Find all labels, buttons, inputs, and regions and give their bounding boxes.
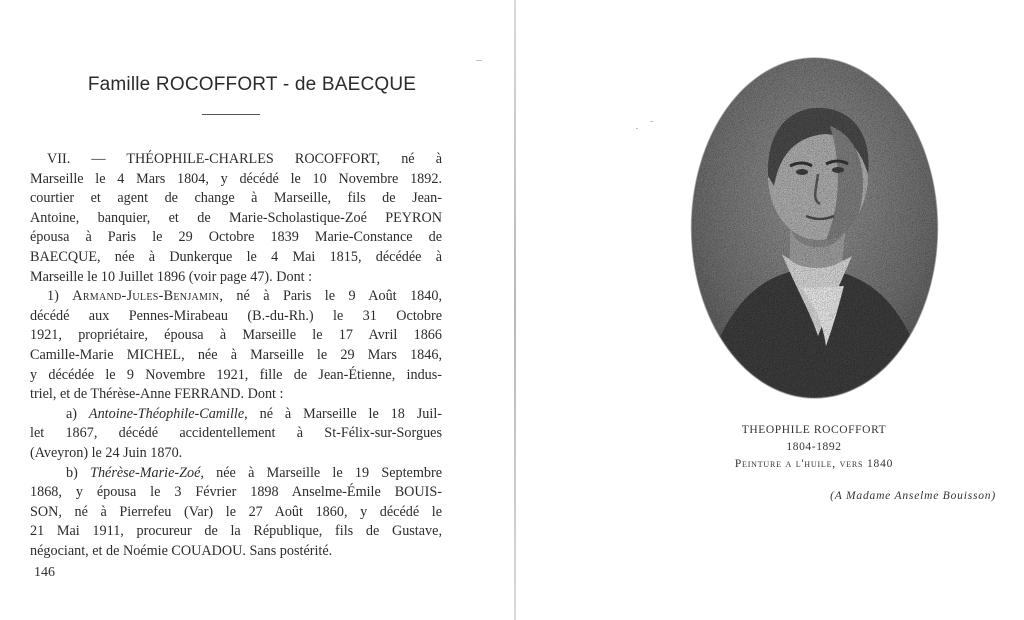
text-line: épousa à Paris le 29 Octobre 1839 Marie-Constance de: [30, 229, 442, 246]
text-fragment: , né à Marseille le 18 Juil-: [244, 405, 442, 422]
scan-speck: [650, 121, 653, 122]
text-line: négociant, et de Noémie COUADOU. Sans postérité.: [30, 542, 333, 559]
text-line: VII. — THÉOPHILE-CHARLES ROCOFFORT, né à: [47, 151, 442, 167]
text-line: BAECQUE, née à Dunkerque le 4 Mai 1815, décédée à: [30, 248, 442, 265]
child-entry-1: [30, 287, 442, 405]
portrait-caption: [664, 422, 964, 473]
caption-name: THEOPHILE ROCOFFORT: [741, 424, 887, 436]
entry-prefix: a): [66, 405, 89, 422]
title-rule: [202, 114, 260, 115]
text-fragment: , née à Marseille le 19 Septembre: [200, 464, 442, 481]
text-line: Marseille le 10 Juillet 1896 (voir page 47). Dont :: [30, 268, 313, 285]
genealogy-text: [30, 150, 442, 561]
dedication-note: (A Madame Anselme Bouisson): [830, 490, 996, 502]
child-name: Antoine-Théophile-Camille: [88, 405, 245, 422]
text-line: 1921, propriétaire, épousa à Marseille le 17 Avril 1866: [30, 327, 442, 344]
text-line: décédé aux Pennes-Mirabeau (B.-du-Rh.) le 31 Octobre: [30, 307, 442, 324]
scan-speck: [636, 128, 638, 129]
page-number: 146: [34, 565, 55, 580]
text-line: SON, né à Pierrefeu (Var) le 27 Août 1860, y décédé le: [30, 503, 442, 520]
text-line: [30, 287, 442, 307]
text-line: Antoine, banquier, et de Marie-Scholastique-Zoé PEYRON: [30, 209, 442, 226]
text-line: 1868, y épousa le 3 Février 1898 Anselme-Émile BOUIS-: [30, 484, 442, 501]
page-title: Famille ROCOFFORT - de BAECQUE: [87, 74, 417, 95]
text-line: y décédée le 9 Novembre 1921, fille de Jean-Étienne, indus-: [30, 366, 442, 383]
text-line: (Aveyron) le 24 Juin 1870.: [30, 444, 183, 461]
paragraph-vii: [30, 150, 442, 287]
text-line: Marseille le 4 Mars 1804, y décédé le 10 Novembre 1892.: [30, 170, 442, 187]
child-entry-b: [30, 464, 442, 562]
child-entry-a: [30, 405, 442, 464]
text-line: Camille-Marie MICHEL, née à Marseille le 29 Mars 1846,: [30, 346, 442, 363]
scan-speck: [476, 60, 482, 61]
text-fragment: , né à Paris le 9 Août 1840,: [219, 288, 442, 305]
portrait-engraving: [690, 56, 939, 400]
entry-prefix: 1): [47, 288, 73, 305]
child-name: Armand-Jules-Benjamin: [72, 288, 220, 305]
caption-dates: 1804-1892: [786, 441, 842, 453]
text-line: let 1867, décédé accidentellement à St-Félix-sur-Sorgues: [30, 425, 442, 442]
entry-prefix: b): [66, 464, 91, 481]
text-line: [30, 405, 442, 425]
child-name: Thérèse-Marie-Zoé: [90, 464, 201, 481]
text-line: courtier et agent de change à Marseille, fils de Jean-: [30, 190, 442, 207]
text-line: triel, et de Thérèse-Anne FERRAND. Dont :: [30, 386, 284, 403]
caption-medium: Peinture a l'huile, vers 1840: [734, 458, 894, 470]
text-line: 21 Mai 1911, procureur de la République, fils de Gustave,: [30, 523, 442, 540]
right-page: [516, 0, 1024, 620]
text-line: [30, 464, 442, 484]
